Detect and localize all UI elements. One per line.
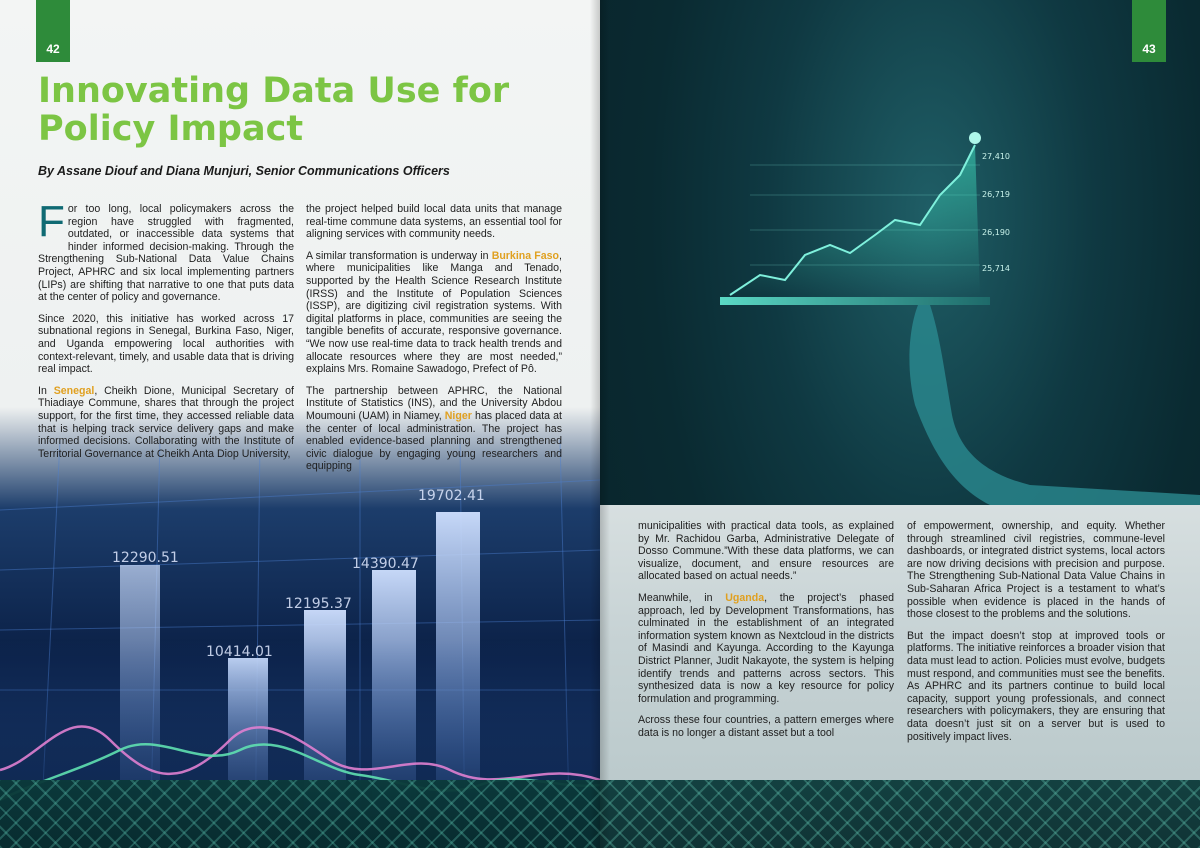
paragraph-text: The partnership between APHRC, the National Institute of Statistics (INS), and the University Abdou Moumouni (UAM) in Niamey, [306,384,562,422]
tablet-shape [720,297,990,305]
paragraph-text: A similar transformation is underway in [306,249,492,262]
paragraph [306,385,562,473]
photo-label-2: 10414.01 [206,644,273,660]
paragraph-text: , the project’s phased approach, led by Development Transformations, has culminated in the establishment of an integrated information system known as Nextcloud in the districts of Masindi and Kayunga. According to the Kayunga District Planner, Judit Nakayote, the system is helping identify trends and patterns across sectors. This synthesized data is now a key resource for policy formulation and programming. [638,591,894,705]
paragraph [38,197,294,304]
page-number-right: 43 [1132,0,1166,62]
text-column-2 [306,203,562,482]
paragraph-text: has placed data at the center of local administration. The project has enabled evidence-based planning and strengthened civic dialogue by engaging young researchers and equipping [306,409,562,473]
paragraph [306,250,562,376]
text-column-3 [638,520,894,749]
photo-label-3: 12195.37 [285,596,352,612]
tablet-label-1: 27,410 [982,152,1010,161]
article-byline: By Assane Diouf and Diana Munjuri, Senior Communications Officers [38,164,450,178]
tablet-chart-photo [690,125,1200,505]
tablet-label-4: 25,714 [982,264,1010,273]
country-highlight: Burkina Faso [491,249,560,262]
text-column-4 [907,520,1165,752]
decorative-pattern-band [0,780,1200,848]
text-column-1 [38,197,294,469]
photo-label-5: 19702.41 [418,488,485,504]
paragraph [638,592,894,705]
paragraph-text: In [38,384,54,397]
paragraph: of empowerment, ownership, and equity. Whether through streamlined civil registries, commune-level dashboards, or integrated district systems, local actors are now driving decisions with precision and purpose. The Strengthening Sub-National Data Value Chains in Sub-Saharan Africa Project is a testament to what’s possible when evidence is placed in the hands of those closest to the problems and the solutions. [907,520,1165,621]
paragraph [38,385,294,461]
paragraph: municipalities with practical data tools, as explained by Mr. Rachidou Garba, Administrative Delegate of Dosso Commune.”With these data platforms, we can visualize, document, and ensure resources are allocated based on actual needs.” [638,520,894,583]
country-highlight: Senegal [53,384,95,397]
paragraph-text: , where municipalities like Manga and Tenado, supported by the Health Science Research Institute (IRSS) and the Institute of Population Sciences (ISSP), are digitizing civil registration systems. With digital platforms in place, communities are seeing the tangible benefits of accurate, responsive governance. “We now use real-time data to track health trends and allocate resources where they are most needed,” explains Mrs. Romaine Sawadogo, Prefect of Pô. [306,249,562,376]
country-highlight: Niger [444,409,472,422]
photo-label-1: 12290.51 [112,550,179,566]
country-highlight: Uganda [725,591,765,604]
page-number-left: 42 [36,0,70,62]
paragraph-text: or too long, local policymakers across the region have struggled with fragmented, outdated, or inaccessible data systems that hinder informed decision-making. Through the Strengthening Sub-National Data Value Chains Project, APHRC and six local implementing partners (LIPs) are shifting that narrative to one that puts data at the center of policy and governance. [38,203,294,304]
paragraph: Since 2020, this initiative has worked across 17 subnational regions in Senegal, Burkina Faso, Niger, and Uganda empowering local authorities with context-relevant, timely, and usable data that is driving real impact. [38,312,294,376]
tablet-label-3: 26,190 [982,228,1010,237]
paragraph: Across these four countries, a pattern emerges where data is no longer a distant asset but a tool [638,714,894,739]
drop-cap: F [38,197,65,246]
hand-shape [909,305,1200,505]
photo-label-4: 14390.47 [352,556,419,572]
chart-peak-dot [969,132,981,144]
tablet-label-2: 26,719 [982,190,1010,199]
paragraph: But the impact doesn’t stop at improved tools or platforms. The initiative reinforces a broader vision that data must lead to action. Policies must evolve, budgets must respond, and communities must see the benefits. As APHRC and its partners continue to build local capacity, support young professionals, and connect researchers with policymakers, they are ensuring that data doesn’t just sit on a server but is used to positively impact lives. [907,629,1165,743]
paragraph-text: , Cheikh Dione, Municipal Secretary of Thiadiaye Commune, shares that through the project support, for the first time, they accessed reliable data that is helping track service delivery gaps and make informed decisions. Collaborating with the Institute of Territorial Governance at Cheikh Anta Diop University, [38,384,294,460]
paragraph: the project helped build local data units that manage real-time commune data systems, an essential tool for aligning services with community needs. [306,203,562,241]
paragraph-text: Meanwhile, in [638,591,726,604]
article-title: Innovating Data Use for Policy Impact [38,71,510,149]
